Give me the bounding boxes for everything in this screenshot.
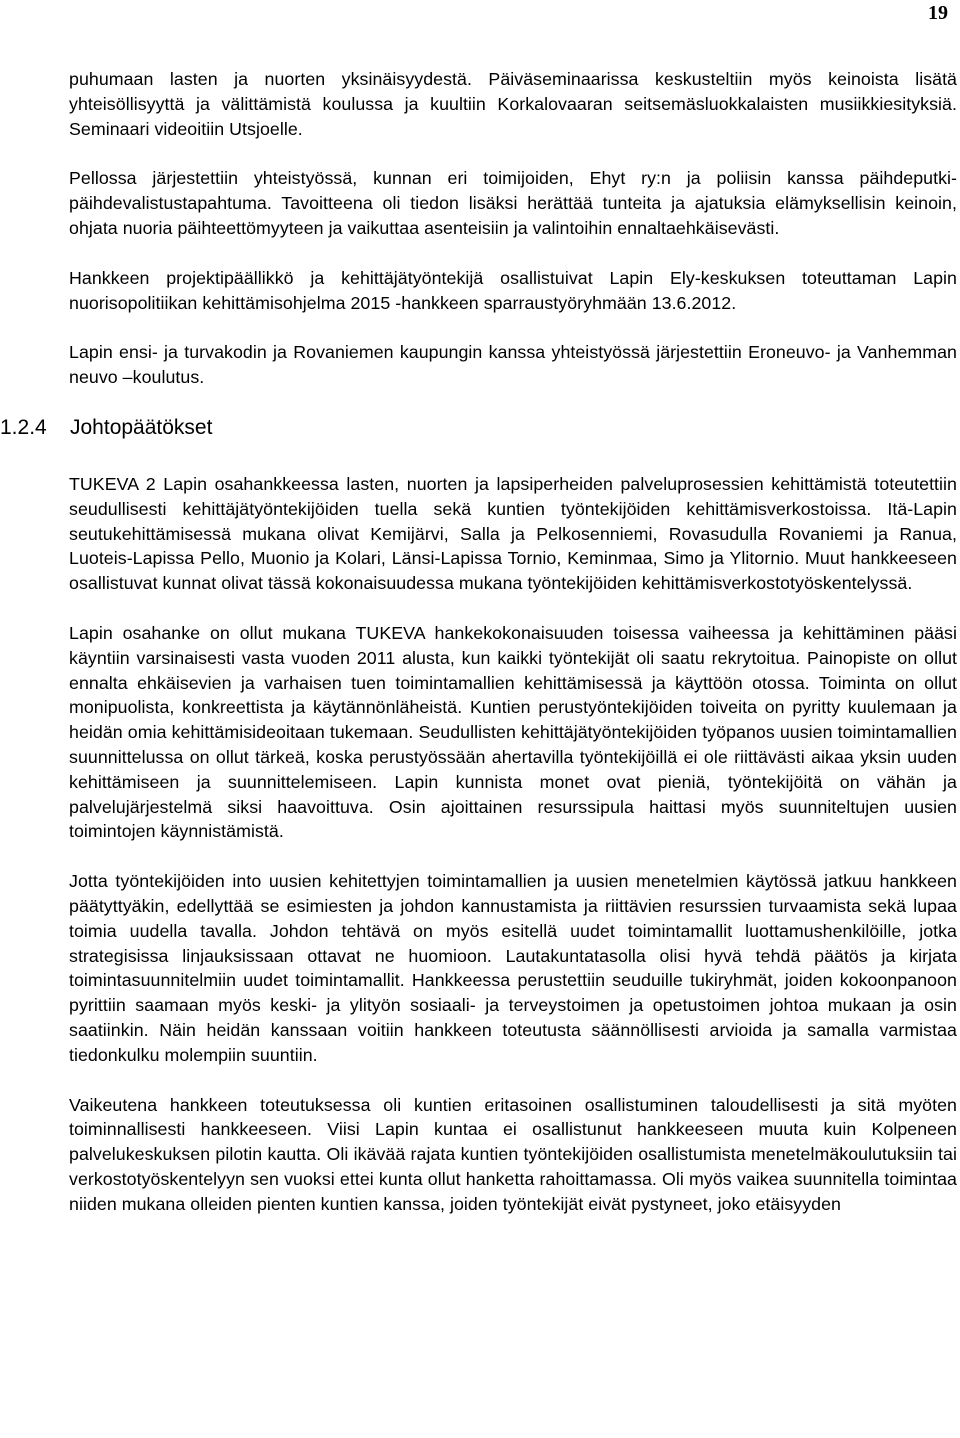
paragraph-pello-event: Pellossa järjestettiin yhteistyössä, kunnan eri toimijoiden, Ehyt ry:n ja poliisin kanssa päihdeputki-päihdevalistustapahtuma. Tavoitteena oli tiedon lisäksi herättää tunteita ja ajatuksia elämyksellisin keinoin, ohjata nuoria päihteettömyyteen ja vaikuttaa asenteisiin ja valintoihin ennaltaehkäisevästi. [69,168,957,238]
document-body [0,67,957,1241]
paragraph-sparring-group: Hankkeen projektipäällikkö ja kehittäjätyöntekijä osallistuivat Lapin Ely-keskuksen toteuttaman Lapin nuorisopolitiikan kehittämisohjelma 2015 -hankkeen sparraustyöryhmään 13.6.2012. [69,267,957,313]
page-number: 19 [928,2,948,24]
paragraph-conclusions-3: Jotta työntekijöiden into uusien kehitettyjen toimintamallien ja uusien menetelmien käytössä jatkuu hankkeen päätyttyäkin, edellyttää se esimiesten ja johdon kannustamista ja riittävien resurssien turvaamista sekä lupaa toimia uudella tavalla. Johdon tehtävä on myös esitellä uudet toimintamallit luottamushenkilöille, jotka strategisissa linjauksissaan ottavat ne huomioon. Lautakuntatasolla olisi hyvä tehdä päätös ja kirjata toimintasuunnitelmiin uudet toimintamallit. Hankkeessa perustettiin seuduille tukiryhmät, joiden kokoonpanoon pyrittiin saamaan myös keski- ja ylityön sosiaali- ja terveystoimen ja opetustoimen johtoa mukaan ja osin saatiinkin. Näin heidän kanssaan voitiin hankkeen toteutusta säännöllisesti arvioida ja samalla varmistaa tiedonkulku molempiin suuntiin. [69,871,957,1065]
paragraph-conclusions-4: Vaikeutena hankkeen toteutuksessa oli kuntien eritasoinen osallistuminen taloudellisesti ja sitä myöten toiminnallisesti hankkeeseen. Viisi Lapin kuntaa ei osallistunut hankkeeseen muuta kuin Kolpeneen palvelukeskuksen pilotin kautta. Oli ikävää rajata kuntien työntekijöiden osallistumista menetelmäkoulutuksiin tai verkostotyöskentelyyn sen vuoksi ettei kunta ollut hanketta rahoittamassa. Oli myös vaikea suunnitella toimintaa niiden mukana olleiden pienten kuntien kanssa, joiden työntekijät eivät pystyneet, joko etäisyyden [69,1094,957,1214]
section-title: Johtopäätökset [70,415,213,439]
section-heading [0,415,957,441]
paragraph-seminar: puhumaan lasten ja nuorten yksinäisyydestä. Päiväseminaarissa keskusteltiin myös keinoista lisätä yhteisöllisyyttä ja välittämistä koulussa ja kuultiin Korkalovaaran seitsemäsluokkalaisten musiikkiesityksiä. Seminaari videoitiin Utsjoelle. [69,69,957,139]
paragraph-training: Lapin ensi- ja turvakodin ja Rovaniemen kaupungin kanssa yhteistyössä järjestettiin Eroneuvo- ja Vanhemman neuvo –koulutus. [69,342,957,388]
paragraph-conclusions-2: Lapin osahanke on ollut mukana TUKEVA hankekokonaisuuden toisessa vaiheessa ja kehittäminen pääsi käyntiin varsinaisesti vasta vuoden 2011 alusta, kun kaikki työntekijät oli saatu rekrytoitua. Painopiste on ollut ennalta ehkäisevien ja varhaisen tuen toimintamallien kehittämisessä ja käyttöön otossa. Toiminta on ollut monipuolista, konkreettista ja käytännönläheistä. Kuntien perustyöntekijöiden toiveita on pyritty kuulemaan ja heidän omia kehittämisideoitaan tukemaan. Seudullisten kehittäjätyöntekijöiden työpanos uusien toimintamallien suunnittelussa on ollut tärkeä, koska perustyössään ahertavilla työntekijöillä ei ole riittävästi aikaa yksin uuden kehittämiseen ja suunnittelemiseen. Lapin kunnista monet ovat pieniä, työntekijöitä on vähän ja palvelujärjestelmä siksi haavoittuva. Osin ajoittainen resurssipula haittasi myös suunniteltujen uusien toimintojen käynnistämistä. [69,622,957,842]
paragraph-conclusions-1: TUKEVA 2 Lapin osahankkeessa lasten, nuorten ja lapsiperheiden palveluprosessien kehittämistä toteutettiin seudullisesti kehittäjätyöntekijöiden tuella sekä kuntien työntekijöiden kehittämisverkostoissa. Itä-Lapin seutukehittämisessä mukana olivat Kemijärvi, Salla ja Pelkosenniemi, Rovasudulla Rovaniemi ja Ranua, Luoteis-Lapissa Pello, Muonio ja Kolari, Länsi-Lapissa Tornio, Keminmaa, Simo ja Ylitornio. Muut hankkeeseen osallistuvat kunnat olivat tässä kokonaisuudessa mukana työntekijöiden kehittämisverkostotyöskentelyssä. [69,473,957,594]
section-number: 1.2.4 [0,415,47,439]
